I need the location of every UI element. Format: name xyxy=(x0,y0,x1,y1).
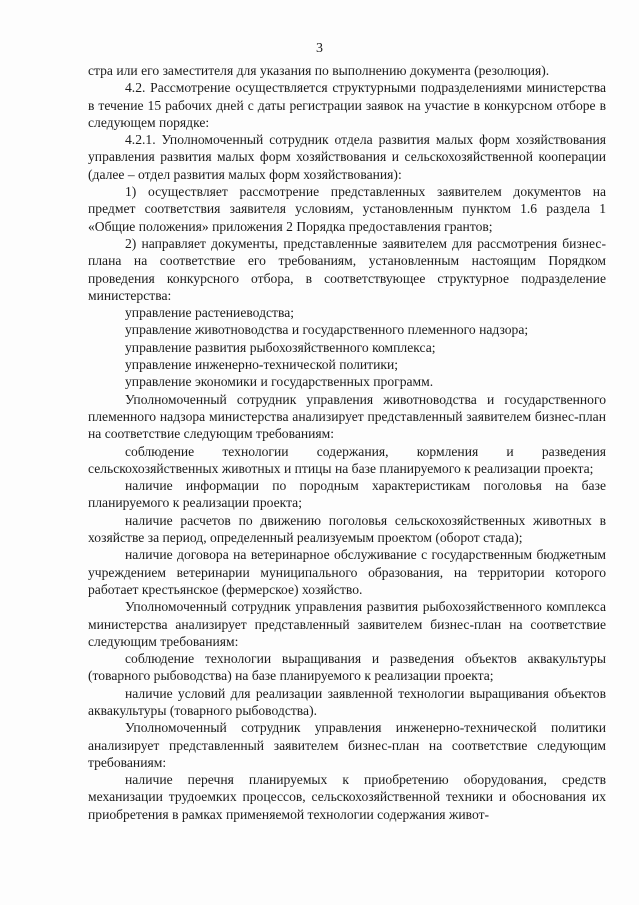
list-item-department: управление экономики и государственных программ. xyxy=(125,374,434,390)
paragraph-requirement: соблюдение технологии содержания, кормления и разведения сельскохозяйственных животных и птицы на базе планируемого к реализации проекта; xyxy=(88,443,606,476)
document-body xyxy=(88,62,606,823)
list-item-department: управление животноводства и государственного племенного надзора; xyxy=(125,322,529,338)
paragraph-livestock-review: Уполномоченный сотрудник управления животноводства и государственного племенного надзора министерства анализирует представленный заявителем бизнес-план на соответствие следующим требованиям: xyxy=(88,391,606,442)
list-item-department: управление развития рыбохозяйственного комплекса; xyxy=(125,339,436,355)
paragraph-requirement: наличие договора на ветеринарное обслуживание с государственным бюджетным учреждением ветеринарии муниципального образования, на территории которого работает крестьянское (фермерское) хозяйство. xyxy=(88,547,606,597)
paragraph-requirement: наличие условий для реализации заявленной технологии выращивания объектов аквакультуры (товарного рыбоводства). xyxy=(88,685,606,718)
paragraph-fishery-review: Уполномоченный сотрудник управления развития рыбохозяйственного комплекса министерства анализирует представленный заявителем бизнес-план на соответствие следующим требованиям: xyxy=(88,599,606,649)
paragraph-section-4-2: 4.2. Рассмотрение осуществляется структурными подразделениями министерства в течение 15 рабочих дней с даты регистрации заявок на участие в конкурсном отборе в следующем порядке: xyxy=(88,80,606,130)
paragraph-engineering-review: Уполномоченный сотрудник управления инженерно-технической политики анализирует представленный заявителем бизнес-план на соответствие следующим требованиям: xyxy=(88,720,606,770)
paragraph-requirement: наличие перечня планируемых к приобретению оборудования, средств механизации трудоемких процессов, сельскохозяйственной техники и обоснования их приобретения в рамках применяемой технологии содержания живот- xyxy=(88,772,606,822)
paragraph-step-1: 1) осуществляет рассмотрение представленных заявителем документов на предмет соответствия заявителя условиям, установленным пунктом 1.6 раздела 1 «Общие положения» приложения 2 Порядка предоставления грантов; xyxy=(88,184,606,234)
paragraph-requirement: соблюдение технологии выращивания и разведения объектов аквакультуры (товарного рыбоводства) на базе планируемого к реализации проекта; xyxy=(88,651,606,684)
page-number: 3 xyxy=(316,41,323,56)
paragraph-requirement: наличие информации по породным характеристикам поголовья на базе планируемого к реализации проекта; xyxy=(88,478,606,511)
list-item-department: управление растениеводства; xyxy=(125,305,295,321)
paragraph-continuation: стра или его заместителя для указания по выполнению документа (резолюция). xyxy=(88,63,550,78)
paragraph-section-4-2-1: 4.2.1. Уполномоченный сотрудник отдела развития малых форм хозяйствования управления развития малых форм хозяйствования и сельскохозяйственной кооперации (далее – отдел развития малых форм хозяйствования): xyxy=(88,132,606,182)
paragraph-step-2: 2) направляет документы, представленные заявителем для рассмотрения бизнес-плана на соответствие его требованиям, установленным настоящим Порядком проведения конкурсного отбора, в соответствующее структурное подразделение министерства: xyxy=(88,235,606,303)
list-item-department: управление инженерно-технической политики; xyxy=(125,357,399,373)
paragraph-requirement: наличие расчетов по движению поголовья сельскохозяйственных животных в хозяйстве за период, определенный реализуемым проектом (оборот стада); xyxy=(88,512,606,546)
